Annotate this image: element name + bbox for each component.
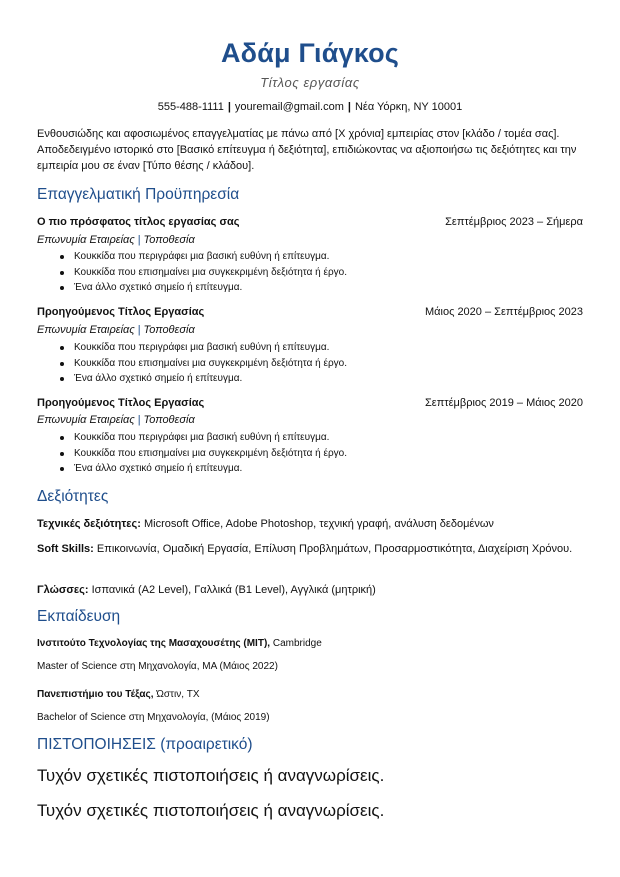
job-bullets [37, 430, 347, 477]
email-address[interactable]: youremail@gmail.com [234, 101, 344, 113]
job-entry-header [37, 397, 583, 409]
professional-summary: Ενθουσιώδης και αφοσιωμένος επαγγελματίας με πάνω από [Χ χρόνια] εμπειρίας στον [κλάδο / τομέα σας]. Αποδεδειγμένο ιστορικό στο [Βασικό επίτευγμα ή δεξιότητα], επιδιώκοντας να αξιοποιήσω τις δεξιότητες και την εμπειρία μου σε έναν [Τύπο θέσης / κλάδου]. [37, 128, 577, 172]
skill-label: Τεχνικές δεξιότητες: [37, 518, 141, 530]
company-line [37, 234, 195, 246]
job-dates: Μάιος 2020 – Σεπτέμβριος 2023 [425, 306, 583, 318]
skill-label: Soft Skills: [37, 543, 94, 555]
company-separator: | [137, 234, 141, 246]
bullet-item: Κουκκίδα που περιγράφει μια βασική ευθύνη ή επίτευγμα. [37, 430, 347, 446]
job-entry-header [37, 216, 583, 228]
contact-line [37, 101, 583, 113]
company-location: Τοποθεσία [143, 324, 195, 336]
skills-heading: Δεξιότητες [37, 488, 109, 505]
company-separator: | [137, 414, 141, 426]
school-name: Πανεπιστήμιο του Τέξας, [37, 689, 154, 700]
certification-item: Τυχόν σχετικές πιστοποιήσεις ή αναγνωρίσεις. [37, 801, 385, 820]
phone-number: 555-488-1111 [157, 101, 224, 113]
bullet-item: Κουκκίδα που επισημαίνει μια συγκεκριμένη δεξιότητα ή έργο. [37, 265, 347, 281]
company-line [37, 324, 195, 336]
bullet-item: Κουκκίδα που επισημαίνει μια συγκεκριμένη δεξιότητα ή έργο. [37, 446, 347, 462]
company-location: Τοποθεσία [143, 414, 195, 426]
skill-value: Ισπανικά (A2 Level), Γαλλικά (B1 Level), Αγγλικά (μητρική) [91, 584, 376, 596]
candidate-job-title: Τίτλος εργασίας [260, 75, 360, 90]
job-bullets [37, 340, 347, 387]
company-location: Τοποθεσία [143, 234, 195, 246]
candidate-name: Αδάμ Γιάγκος [220, 38, 400, 68]
contact-separator: | [227, 101, 231, 113]
languages [37, 582, 585, 599]
education-degree: Master of Science στη Μηχανολογία, MA (Μάιος 2022) [37, 661, 278, 672]
bullet-item: Κουκκίδα που περιγράφει μια βασική ευθύνη ή επίτευγμα. [37, 249, 347, 265]
technical-skills [37, 516, 585, 533]
bullet-item: Κουκκίδα που περιγράφει μια βασική ευθύνη ή επίτευγμα. [37, 340, 347, 356]
job-title: Προηγούμενος Τίτλος Εργασίας [37, 397, 205, 409]
job-bullets [37, 249, 347, 296]
skill-label: Γλώσσες: [37, 584, 89, 596]
job-entry-header [37, 306, 583, 318]
job-title: Προηγούμενος Τίτλος Εργασίας [37, 306, 205, 318]
skill-value: Επικοινωνία, Ομαδική Εργασία, Επίλυση Προβλημάτων, Προσαρμοστικότητα, Διαχείριση Χρόνου. [96, 543, 573, 555]
school-city: Ώστιν, TX [156, 689, 200, 700]
location: Νέα Υόρκη, NY 10001 [354, 101, 463, 113]
certification-item: Τυχόν σχετικές πιστοποιήσεις ή αναγνωρίσεις. [37, 766, 385, 785]
company-separator: | [137, 324, 141, 336]
education-school [37, 638, 322, 649]
education-degree: Bachelor of Science στη Μηχανολογία, (Μάιος 2019) [37, 712, 270, 723]
soft-skills [37, 541, 585, 558]
job-dates: Σεπτέμβριος 2019 – Μάιος 2020 [425, 397, 583, 409]
skill-value: Microsoft Office, Adobe Photoshop, τεχνική γραφή, ανάλυση δεδομένων [143, 518, 494, 530]
company-name: Επωνυμία Εταιρείας [37, 324, 135, 336]
education-school [37, 689, 200, 700]
company-name: Επωνυμία Εταιρείας [37, 414, 135, 426]
job-dates: Σεπτέμβριος 2023 – Σήμερα [445, 216, 583, 228]
school-name: Ινστιτούτο Τεχνολογίας της Μασαχουσέτης (MIT), [37, 638, 271, 649]
bullet-item: Ένα άλλο σχετικό σημείο ή επίτευγμα. [37, 280, 347, 296]
bullet-item: Κουκκίδα που επισημαίνει μια συγκεκριμένη δεξιότητα ή έργο. [37, 356, 347, 372]
company-name: Επωνυμία Εταιρείας [37, 234, 135, 246]
experience-heading: Επαγγελματική Προϋπηρεσία [37, 186, 240, 203]
certifications-heading: ΠΙΣΤΟΠΟΙΗΣΕΙΣ (προαιρετικό) [37, 736, 253, 753]
bullet-item: Ένα άλλο σχετικό σημείο ή επίτευγμα. [37, 371, 347, 387]
company-line [37, 414, 195, 426]
bullet-item: Ένα άλλο σχετικό σημείο ή επίτευγμα. [37, 461, 347, 477]
contact-separator: | [347, 101, 351, 113]
job-title: Ο πιο πρόσφατος τίτλος εργασίας σας [37, 216, 240, 228]
education-heading: Εκπαίδευση [37, 608, 121, 625]
school-city: Cambridge [272, 638, 322, 649]
